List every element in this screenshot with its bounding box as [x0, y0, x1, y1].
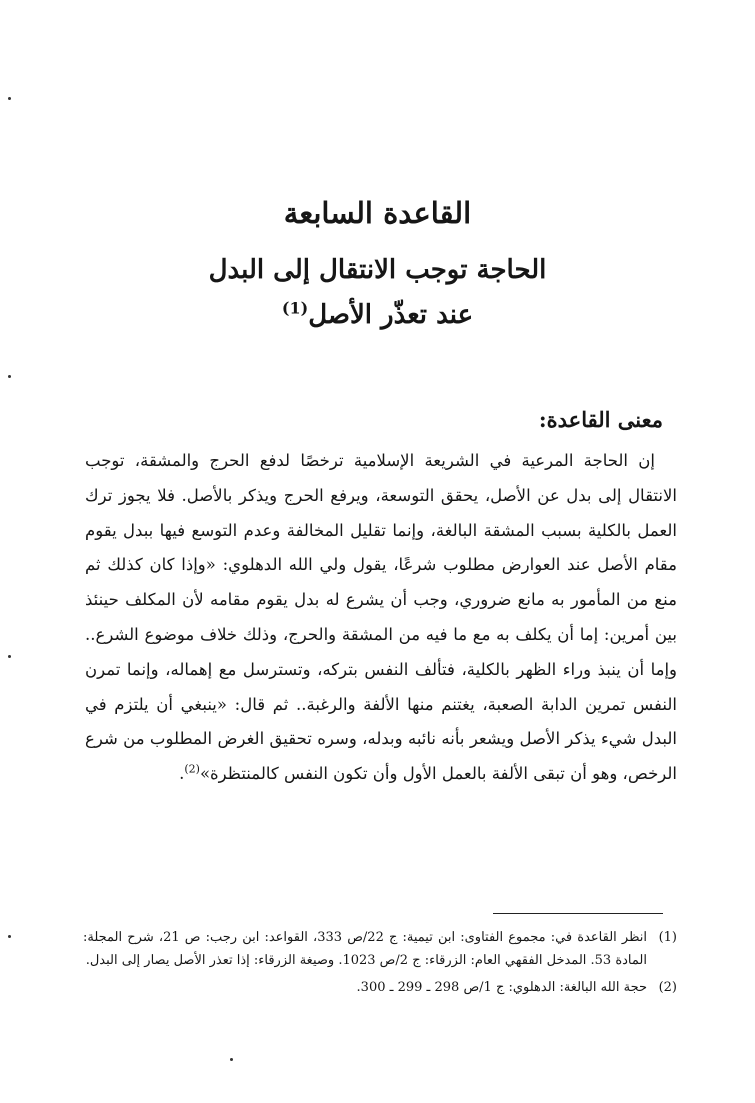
footnotes [83, 926, 677, 1003]
rule-title-line-1: الحاجة توجب الانتقال إلى البدل [208, 255, 547, 285]
rule-title-line-2 [0, 295, 755, 335]
footnote-item [83, 926, 677, 972]
chapter-title: القاعدة السابعة [283, 196, 472, 230]
footnote-text: حجة الله البالغة: الدهلوي: ج 1/ص 298 ـ 299 ـ 300. [356, 980, 647, 995]
footnote-number: (1) [658, 930, 677, 945]
section-heading: معنى القاعدة: [538, 407, 663, 432]
footnote-item [83, 976, 677, 999]
margin-speck [8, 655, 11, 658]
margin-speck [230, 1058, 233, 1061]
paragraph-footnote-ref: (2) [184, 762, 200, 776]
footnote-text: انظر القاعدة في: مجموع الفتاوى: ابن تيمية: ج 22/ص 333، القواعد: ابن رجب: ص 21، شرح المجلة: المادة 53. المدخل الفقهي العام: الزرقاء: ج 2/ص 1023. وصيغة الزرقاء: إذا تعذر الأصل يصار إلى البدل. [83, 930, 647, 968]
margin-speck [8, 935, 11, 938]
margin-speck [8, 375, 11, 378]
rule-title-line-2-text: عند تعذّر الأصل [308, 300, 474, 330]
rule-title-footnote-ref: (1) [281, 298, 309, 318]
body-paragraph [85, 444, 677, 792]
footnote-divider [493, 913, 663, 914]
paragraph-text: إن الحاجة المرعية في الشريعة الإسلامية ترخصًا لدفع الحرج والمشقة، توجب الانتقال إلى بدل عن الأصل، يحقق التوسعة، ويرفع الحرج ويذكر بالأصل. فلا يجوز ترك العمل بالكلية بسبب المشقة البالغة، وإنما تقليل المخالفة وعدم التوسع فيها ببدل يقوم مقام الأصل عند العوارض مطلوب شرعًا، يقول ولي الله الدهلوي: «وإذا كان كذلك ثم منع من المأمور به مانع ضروري، وجب أن يشرع له بدل يقوم مقامه لأن المكلف حينئذ بين أمرين: إما أن يكلف به مع ما فيه من المشقة والحرج، وذلك خلاف موضوع الشرع.. وإما أن ينبذ وراء الظهر بالكلية، فتألف النفس بتركه، وتسترسل مع إهماله، وإنما تمرن النفس تمرين الدابة الصعبة، يغتنم منها الألفة والرغبة.. ثم قال: «ينبغي أن يلتزم في البدل شيء يذكر الأصل ويشعر بأنه نائبه وبدله، وسره تحقيق الغرض المطلوب من شرع الرخص، وهو أن تبقى الألفة بالعمل الأول وأن تكون النفس كالمنتظرة» [85, 451, 677, 784]
footnote-number: (2) [658, 980, 677, 995]
margin-speck [8, 97, 11, 100]
paragraph-end: . [179, 764, 185, 784]
paragraph [85, 444, 677, 792]
